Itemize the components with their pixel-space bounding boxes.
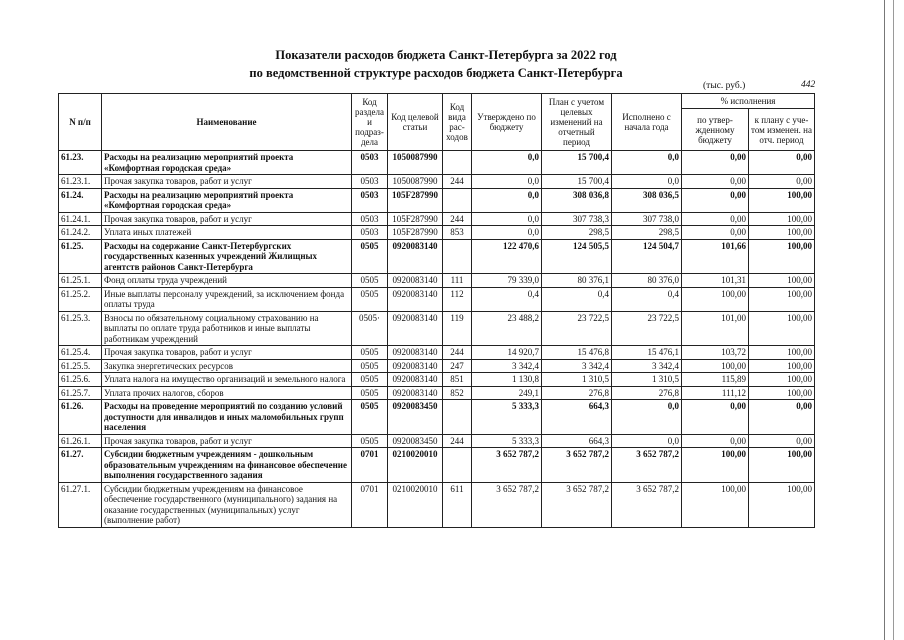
cell-section: 0503: [352, 226, 388, 240]
cell-pct-budget: 100,00: [682, 359, 749, 373]
cell-executed: 3 652 787,2: [612, 448, 682, 483]
header-pct-budget: по утвер- жденному бюджету: [682, 109, 749, 151]
cell-type: 244: [443, 434, 472, 448]
cell-pct-budget: 0,00: [682, 226, 749, 240]
cell-plan: 3 652 787,2: [542, 448, 612, 483]
cell-executed: 0,0: [612, 400, 682, 435]
cell-plan: 1 310,5: [542, 373, 612, 387]
header-num: N п/п: [59, 94, 102, 151]
table-body: [59, 151, 815, 528]
cell-approved: 249,1: [472, 386, 542, 400]
cell-plan: 80 376,1: [542, 274, 612, 288]
cell-executed: 307 738,0: [612, 212, 682, 226]
cell-name: Прочая закупка товаров, работ и услуг: [102, 346, 352, 360]
cell-pct-budget: 103,72: [682, 346, 749, 360]
header-pct-group: % исполнения: [682, 94, 815, 109]
cell-type: 853: [443, 226, 472, 240]
cell-plan: 0,4: [542, 287, 612, 311]
cell-pct-budget: 0,00: [682, 212, 749, 226]
cell-pct-plan: 100,00: [749, 239, 815, 274]
cell-pct-plan: 0,00: [749, 175, 815, 189]
cell-section: 0503: [352, 175, 388, 189]
document-title: Показатели расходов бюджета Санкт-Петербурга за 2022 год: [275, 48, 617, 62]
cell-name: Уплата прочих налогов, сборов: [102, 386, 352, 400]
cell-executed: 0,4: [612, 287, 682, 311]
cell-executed: 1 310,5: [612, 373, 682, 387]
table-row: [59, 373, 815, 387]
cell-approved: 5 333,3: [472, 434, 542, 448]
cell-name: Взносы по обязательному социальному страхованию на выплаты по оплате труда работников и иные выплаты работникам учреждений: [102, 311, 352, 346]
header-plan: План с учетом целевых изменений на отчетный период: [542, 94, 612, 151]
cell-target: 105F287990: [388, 212, 443, 226]
cell-executed: 3 652 787,2: [612, 482, 682, 527]
cell-approved: 14 920,7: [472, 346, 542, 360]
cell-target: 0920083140: [388, 386, 443, 400]
cell-plan: 15 700,4: [542, 175, 612, 189]
cell-num: 61.25.4.: [59, 346, 102, 360]
cell-type: [443, 239, 472, 274]
cell-num: 61.26.1.: [59, 434, 102, 448]
cell-type: 244: [443, 212, 472, 226]
cell-executed: 80 376,0: [612, 274, 682, 288]
cell-num: 61.24.2.: [59, 226, 102, 240]
cell-name: Расходы на реализацию мероприятий проекта «Комфортная городская среда»: [102, 151, 352, 175]
cell-type: 611: [443, 482, 472, 527]
cell-section: 0503: [352, 212, 388, 226]
cell-name: Прочая закупка товаров, работ и услуг: [102, 434, 352, 448]
cell-approved: 0,0: [472, 212, 542, 226]
cell-target: 0920083140: [388, 287, 443, 311]
cell-target: 0920083140: [388, 359, 443, 373]
cell-pct-plan: 100,00: [749, 482, 815, 527]
cell-pct-plan: 100,00: [749, 448, 815, 483]
expenditure-table: [58, 93, 815, 528]
cell-name: Фонд оплаты труда учреждений: [102, 274, 352, 288]
cell-section: 0503: [352, 151, 388, 175]
cell-name: Прочая закупка товаров, работ и услуг: [102, 175, 352, 189]
cell-target: 0920083140: [388, 274, 443, 288]
table-row: [59, 274, 815, 288]
cell-pct-budget: 0,00: [682, 434, 749, 448]
cell-executed: 15 476,1: [612, 346, 682, 360]
header-section: Код раздела и подраз- дела: [352, 94, 388, 151]
cell-num: 61.27.1.: [59, 482, 102, 527]
cell-pct-plan: 100,00: [749, 346, 815, 360]
cell-plan: 664,3: [542, 434, 612, 448]
cell-pct-plan: 100,00: [749, 386, 815, 400]
cell-type: 111: [443, 274, 472, 288]
cell-pct-plan: 100,00: [749, 274, 815, 288]
cell-section: 0505: [352, 287, 388, 311]
header-approved: Утверждено по бюджету: [472, 94, 542, 151]
cell-pct-plan: 100,00: [749, 359, 815, 373]
cell-num: 61.25.3.: [59, 311, 102, 346]
cell-executed: 0,0: [612, 175, 682, 189]
table-row: [59, 346, 815, 360]
cell-executed: 3 342,4: [612, 359, 682, 373]
cell-section: 0505: [352, 434, 388, 448]
cell-num: 61.25.6.: [59, 373, 102, 387]
cell-pct-plan: 0,00: [749, 400, 815, 435]
cell-section: 0505: [352, 386, 388, 400]
cell-name: Уплата налога на имущество организаций и земельного налога: [102, 373, 352, 387]
table-row: [59, 151, 815, 175]
cell-approved: 0,0: [472, 188, 542, 212]
table-row: [59, 448, 815, 483]
table-row: [59, 434, 815, 448]
cell-target: 0920083450: [388, 400, 443, 435]
cell-target: 0920083450: [388, 434, 443, 448]
header-name: Наименование: [102, 94, 352, 151]
cell-pct-budget: 0,00: [682, 400, 749, 435]
cell-section: 0505·: [352, 311, 388, 346]
cell-num: 61.25.: [59, 239, 102, 274]
cell-plan: 307 738,3: [542, 212, 612, 226]
cell-target: 0920083140: [388, 311, 443, 346]
cell-pct-budget: 115,89: [682, 373, 749, 387]
cell-approved: 5 333,3: [472, 400, 542, 435]
cell-approved: 79 339,0: [472, 274, 542, 288]
cell-pct-plan: 100,00: [749, 373, 815, 387]
header-target: Код целевой статьи: [388, 94, 443, 151]
cell-num: 61.24.: [59, 188, 102, 212]
cell-section: 0505: [352, 373, 388, 387]
cell-num: 61.25.7.: [59, 386, 102, 400]
cell-approved: 1 130,8: [472, 373, 542, 387]
scan-edge-line: [884, 0, 885, 640]
cell-pct-plan: 100,00: [749, 311, 815, 346]
cell-executed: 124 504,7: [612, 239, 682, 274]
cell-pct-budget: 0,00: [682, 188, 749, 212]
cell-name: Закупка энергетических ресурсов: [102, 359, 352, 373]
cell-executed: 298,5: [612, 226, 682, 240]
cell-pct-budget: 101,31: [682, 274, 749, 288]
cell-num: 61.25.1.: [59, 274, 102, 288]
cell-approved: 0,0: [472, 226, 542, 240]
cell-type: 244: [443, 346, 472, 360]
cell-plan: 298,5: [542, 226, 612, 240]
table-row: [59, 188, 815, 212]
cell-name: Субсидии бюджетным учреждениям на финансовое обеспечение государственного (муниципального) задания на оказание государственных (муниципальных) услуг (выполнение работ): [102, 482, 352, 527]
cell-name: Иные выплаты персоналу учреждений, за исключением фонда оплаты труда: [102, 287, 352, 311]
cell-target: 0920083140: [388, 373, 443, 387]
cell-executed: 0,0: [612, 151, 682, 175]
cell-num: 61.27.: [59, 448, 102, 483]
cell-plan: 276,8: [542, 386, 612, 400]
cell-approved: 3 342,4: [472, 359, 542, 373]
scan-edge-line-outer: [893, 0, 894, 640]
cell-name: Прочая закупка товаров, работ и услуг: [102, 212, 352, 226]
cell-section: 0505: [352, 359, 388, 373]
cell-section: 0505: [352, 274, 388, 288]
cell-approved: 3 652 787,2: [472, 448, 542, 483]
cell-pct-plan: 100,00: [749, 226, 815, 240]
cell-target: 0920083140: [388, 346, 443, 360]
cell-pct-budget: 100,00: [682, 448, 749, 483]
cell-type: 247: [443, 359, 472, 373]
cell-type: [443, 151, 472, 175]
table-row: [59, 287, 815, 311]
cell-plan: 124 505,5: [542, 239, 612, 274]
table-row: [59, 400, 815, 435]
cell-type: [443, 400, 472, 435]
cell-name: Расходы на проведение мероприятий по созданию условий доступности для инвалидов и иных маломобильных групп населения: [102, 400, 352, 435]
cell-name: Субсидии бюджетным учреждениям - дошкольным образовательным учреждениям на финансовое обеспечение выполнения государственного задания: [102, 448, 352, 483]
cell-section: 0701: [352, 482, 388, 527]
cell-pct-budget: 0,00: [682, 175, 749, 189]
cell-type: 112: [443, 287, 472, 311]
cell-pct-plan: 0,00: [749, 434, 815, 448]
cell-executed: 276,8: [612, 386, 682, 400]
cell-type: [443, 188, 472, 212]
cell-pct-budget: 100,00: [682, 287, 749, 311]
cell-name: Уплата иных платежей: [102, 226, 352, 240]
cell-type: 851: [443, 373, 472, 387]
table-row: [59, 175, 815, 189]
table-row: [59, 212, 815, 226]
cell-plan: 23 722,5: [542, 311, 612, 346]
cell-plan: 308 036,8: [542, 188, 612, 212]
units-label: (тыс. руб.): [703, 81, 746, 91]
table-row: [59, 386, 815, 400]
cell-plan: 15 476,8: [542, 346, 612, 360]
cell-target: 0920083140: [388, 239, 443, 274]
cell-num: 61.25.2.: [59, 287, 102, 311]
cell-pct-plan: 100,00: [749, 287, 815, 311]
cell-section: 0505: [352, 346, 388, 360]
cell-pct-plan: 100,00: [749, 188, 815, 212]
cell-plan: 15 700,4: [542, 151, 612, 175]
cell-pct-budget: 0,00: [682, 151, 749, 175]
cell-pct-budget: 111,12: [682, 386, 749, 400]
document-subtitle: по ведомственной структуре расходов бюджета Санкт-Петербурга: [249, 66, 623, 80]
cell-num: 61.26.: [59, 400, 102, 435]
cell-section: 0505: [352, 400, 388, 435]
header-executed: Исполнено с начала года: [612, 94, 682, 151]
cell-plan: 3 652 787,2: [542, 482, 612, 527]
cell-pct-budget: 100,00: [682, 482, 749, 527]
cell-section: 0701: [352, 448, 388, 483]
cell-approved: 23 488,2: [472, 311, 542, 346]
cell-approved: 0,0: [472, 175, 542, 189]
cell-num: 61.25.5.: [59, 359, 102, 373]
cell-pct-budget: 101,00: [682, 311, 749, 346]
cell-executed: 23 722,5: [612, 311, 682, 346]
cell-target: 0210020010: [388, 448, 443, 483]
header-type: Код вида рас- ходов: [443, 94, 472, 151]
cell-pct-budget: 101,66: [682, 239, 749, 274]
cell-approved: 122 470,6: [472, 239, 542, 274]
table-row: [59, 311, 815, 346]
cell-plan: 664,3: [542, 400, 612, 435]
cell-approved: 0,0: [472, 151, 542, 175]
cell-type: 852: [443, 386, 472, 400]
cell-approved: 0,4: [472, 287, 542, 311]
table-row: [59, 359, 815, 373]
table-row: [59, 482, 815, 527]
cell-section: 0505: [352, 239, 388, 274]
cell-pct-plan: 100,00: [749, 212, 815, 226]
cell-pct-plan: 0,00: [749, 151, 815, 175]
cell-name: Расходы на содержание Санкт-Петербургских государственных казенных учреждений Жилищных агентств районов Санкт-Петербурга: [102, 239, 352, 274]
cell-section: 0503: [352, 188, 388, 212]
cell-target: 0210020010: [388, 482, 443, 527]
cell-target: 1050087990: [388, 175, 443, 189]
cell-approved: 3 652 787,2: [472, 482, 542, 527]
cell-name: Расходы на реализацию мероприятий проекта «Комфортная городская среда»: [102, 188, 352, 212]
cell-executed: 308 036,5: [612, 188, 682, 212]
table-row: [59, 226, 815, 240]
cell-type: 119: [443, 311, 472, 346]
cell-num: 61.24.1.: [59, 212, 102, 226]
cell-plan: 3 342,4: [542, 359, 612, 373]
cell-type: 244: [443, 175, 472, 189]
cell-type: [443, 448, 472, 483]
cell-num: 61.23.1.: [59, 175, 102, 189]
cell-executed: 0,0: [612, 434, 682, 448]
header-pct-plan: к плану с уче- том изменен. на отч. период: [749, 109, 815, 151]
cell-target: 105F287990: [388, 226, 443, 240]
cell-target: 105F287990: [388, 188, 443, 212]
table-row: [59, 239, 815, 274]
cell-target: 1050087990: [388, 151, 443, 175]
cell-num: 61.23.: [59, 151, 102, 175]
page-number: 442: [801, 80, 816, 90]
